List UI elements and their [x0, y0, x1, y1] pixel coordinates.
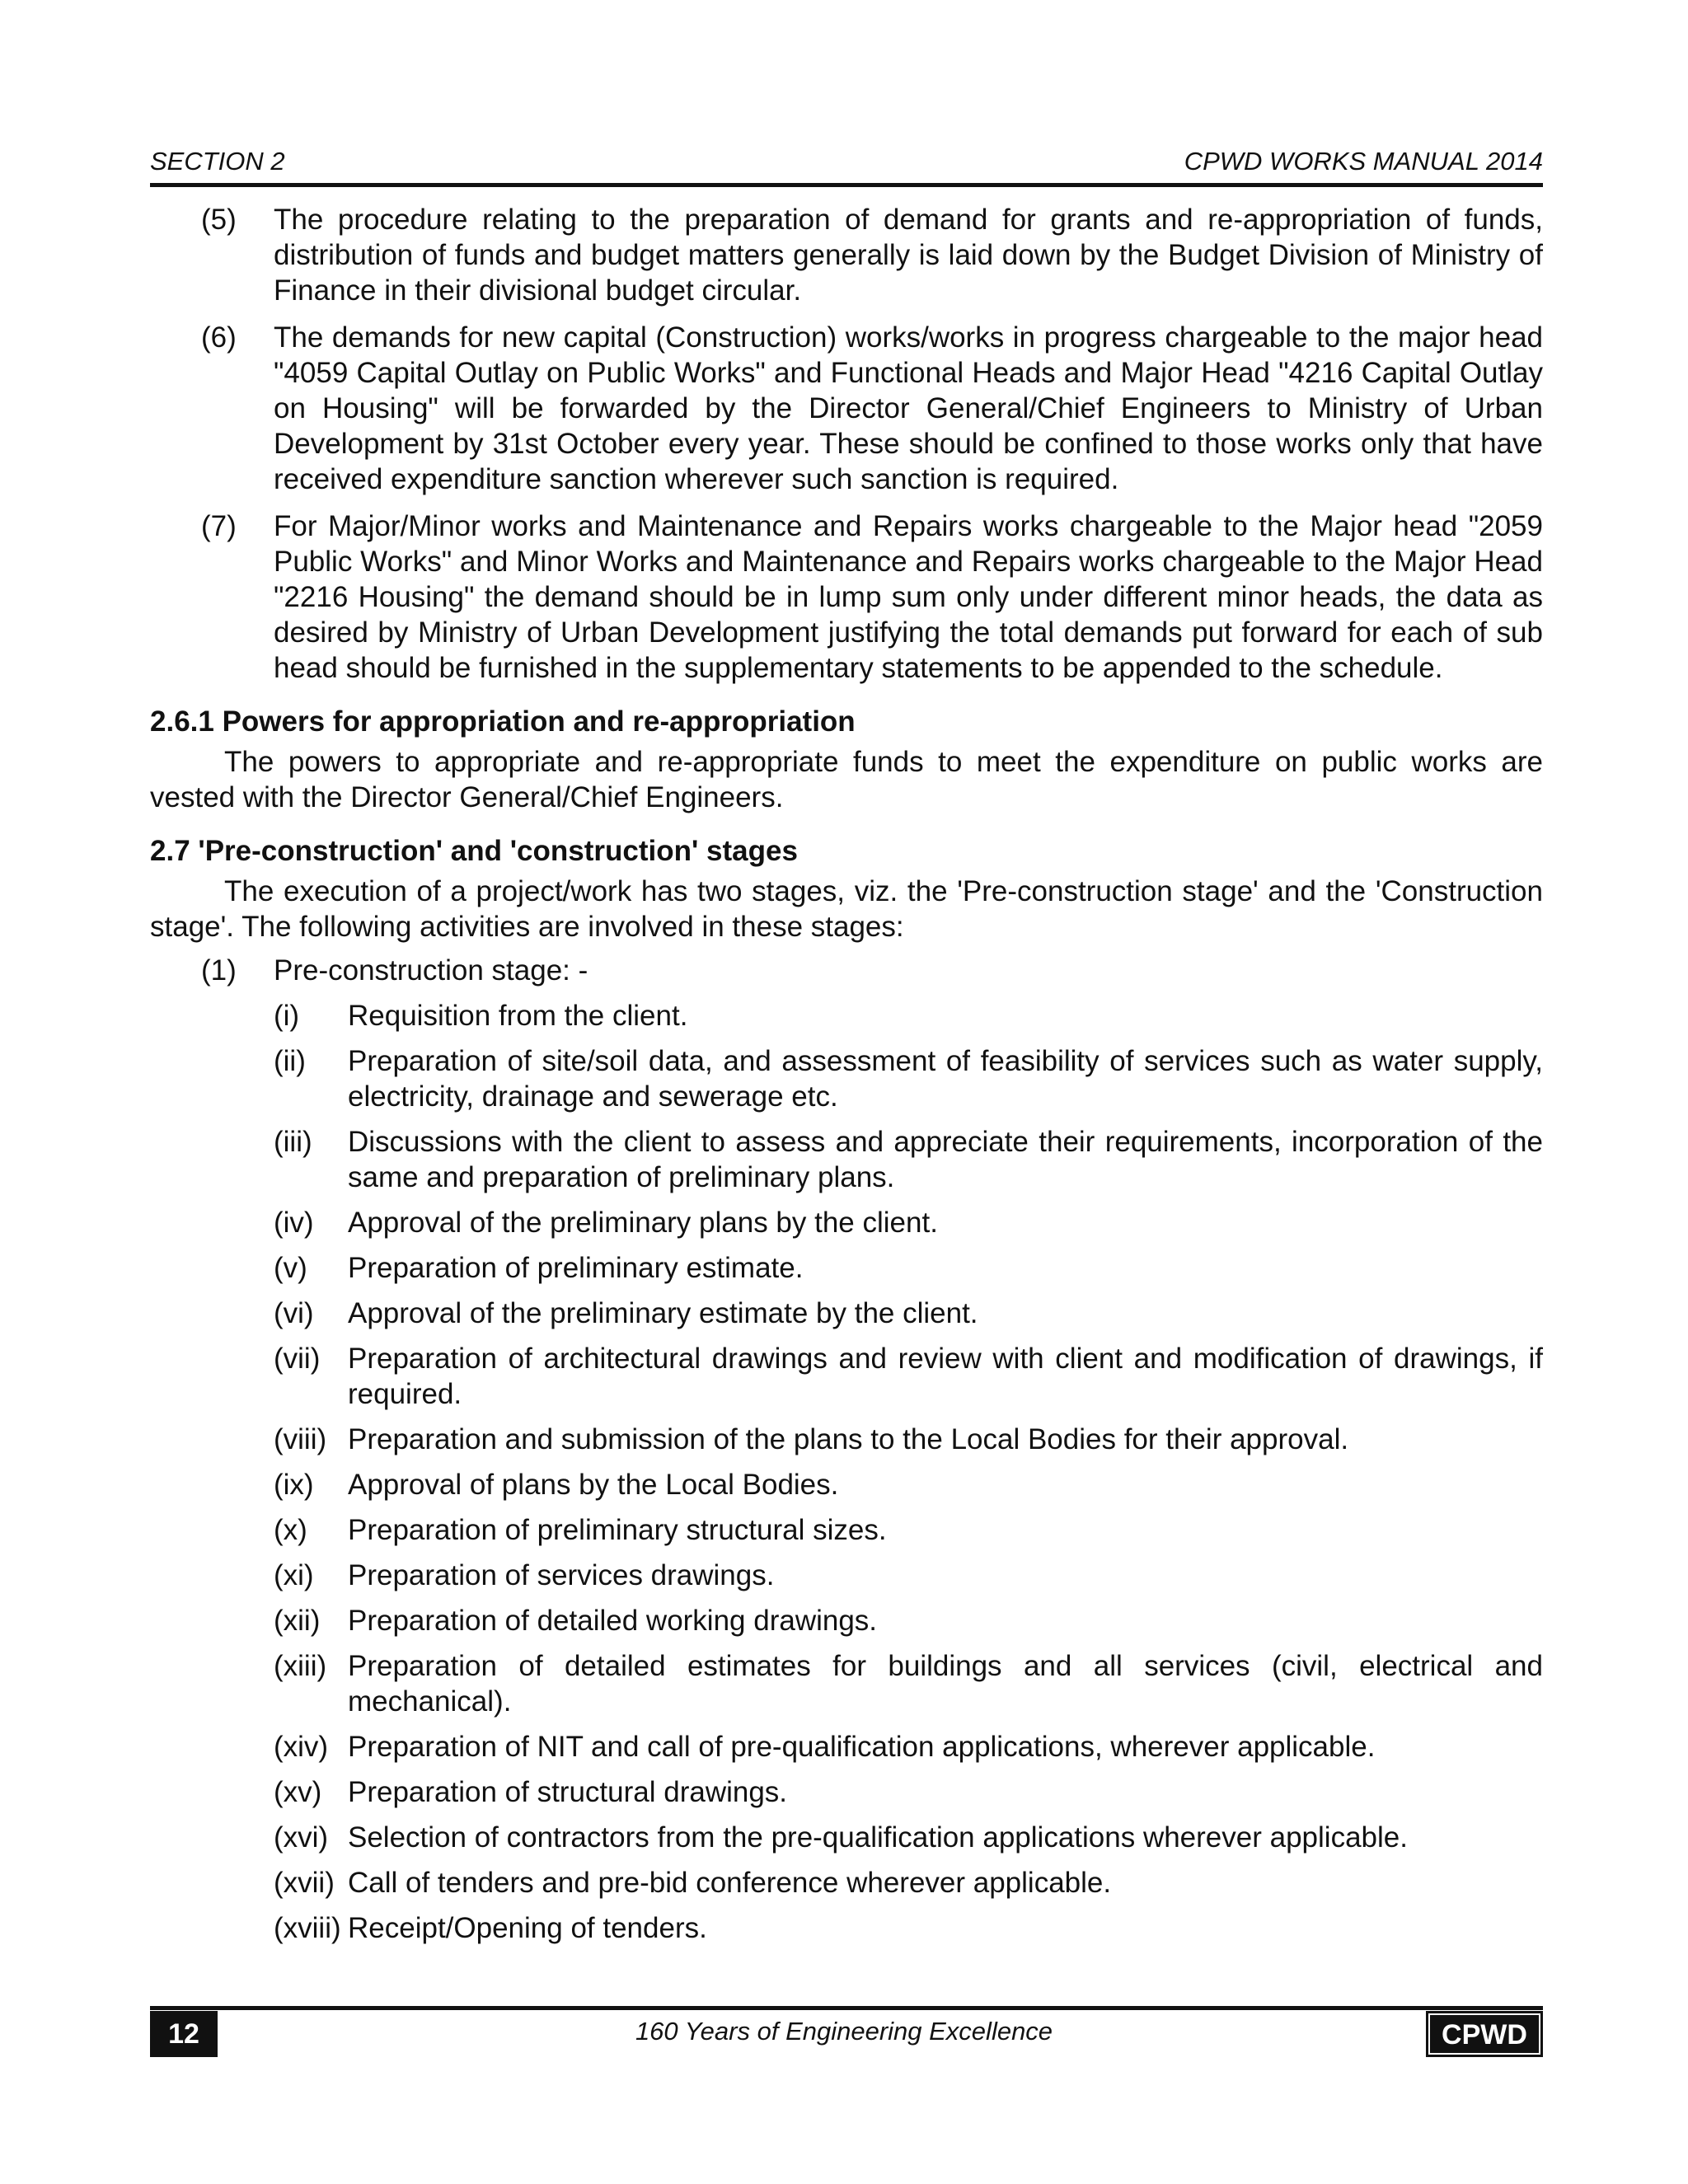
list-text: Approval of plans by the Local Bodies.: [348, 1469, 839, 1501]
manual-title: CPWD WORKS MANUAL 2014: [1184, 147, 1543, 176]
section-body-2-7: The execution of a project/work has two stages, viz. the 'Pre-construction stage' and the 'Construction stage'. The following activities are involved in these stages:: [150, 875, 1543, 943]
section-label: SECTION 2: [150, 147, 285, 176]
stage-number: (1): [201, 954, 237, 987]
list-roman: (xv): [274, 1776, 322, 1808]
list-roman: (xviii): [274, 1912, 341, 1944]
list-text: Receipt/Opening of tenders.: [348, 1912, 707, 1944]
list-item: [150, 1910, 1543, 1946]
page-header: [150, 147, 1543, 186]
page-number: 12: [150, 2011, 218, 2057]
footer-tagline: 160 Years of Engineering Excellence: [635, 2017, 1053, 2046]
numbered-paragraph: [150, 202, 1543, 308]
list-roman: (viii): [274, 1423, 327, 1455]
paragraph-text: The procedure relating to the preparation of demand for grants and re-appropriation of funds, distribution of funds and budget matters generally is laid down by the Budget Division of Ministry of Finance in their divisional budget circular.: [274, 204, 1543, 307]
list-item: [150, 1467, 1543, 1502]
list-text: Preparation of detailed working drawings.: [348, 1605, 878, 1637]
list-roman: (vi): [274, 1297, 314, 1329]
list-item: [150, 1774, 1543, 1810]
list-roman: (xiii): [274, 1650, 327, 1682]
list-item: [150, 1341, 1543, 1412]
list-roman: (ix): [274, 1469, 314, 1501]
list-item: [150, 1820, 1543, 1855]
list-text: Requisition from the client.: [348, 1000, 688, 1032]
paragraph-number: (7): [201, 510, 237, 542]
list-item: [150, 1124, 1543, 1195]
list-text: Call of tenders and pre-bid conference wherever applicable.: [348, 1867, 1112, 1899]
list-item: [150, 1512, 1543, 1548]
section-heading-2-7: 2.7 'Pre-construction' and 'construction' stages: [150, 835, 798, 867]
list-roman: (vii): [274, 1343, 321, 1375]
list-text: Preparation of site/soil data, and assessment of feasibility of services such as water supply, electricity, drainage and sewerage etc.: [348, 1045, 1543, 1113]
list-text: Preparation of detailed estimates for buildings and all services (civil, electrical and mechanical).: [348, 1650, 1543, 1718]
list-roman: (xi): [274, 1559, 314, 1591]
list-text: Discussions with the client to assess and appreciate their requirements, incorporation of the same and preparation of preliminary plans.: [348, 1126, 1543, 1193]
footer-rule: [150, 2006, 1543, 2010]
list-text: Preparation of structural drawings.: [348, 1776, 788, 1808]
list-text: Preparation of preliminary estimate.: [348, 1252, 804, 1284]
list-item: [150, 1205, 1543, 1240]
stage-label: Pre-construction stage: -: [274, 954, 588, 987]
list-text: Preparation and submission of the plans to the Local Bodies for their approval.: [348, 1423, 1349, 1455]
stage-heading: [150, 953, 1543, 988]
list-text: Approval of the preliminary estimate by the client.: [348, 1297, 978, 1329]
list-roman: (xvii): [274, 1867, 335, 1899]
list-text: Selection of contractors from the pre-qualification applications wherever applicable.: [348, 1821, 1408, 1854]
header-rule: [150, 183, 1543, 187]
list-item: [150, 1558, 1543, 1593]
list-item: [150, 1729, 1543, 1765]
list-roman: (iii): [274, 1126, 312, 1158]
numbered-paragraph: [150, 509, 1543, 686]
list-item: [150, 1603, 1543, 1638]
numbered-paragraph: [150, 320, 1543, 497]
list-item: [150, 1043, 1543, 1114]
page-body: [150, 202, 1543, 1956]
list-roman: (iv): [274, 1207, 314, 1239]
list-roman: (xvi): [274, 1821, 329, 1854]
list-text: Preparation of NIT and call of pre-qualification applications, wherever applicable.: [348, 1731, 1376, 1763]
list-roman: (xii): [274, 1605, 321, 1637]
logo-text: CPWD: [1442, 2019, 1527, 2050]
paragraph-number: (5): [201, 204, 237, 236]
paragraph-text: For Major/Minor works and Maintenance and Repairs works chargeable to the Major head "2059 Public Works" and Minor Works and Maintenance and Repairs works chargeable to the Major Head "2216 Housing" the demand should be in lump sum only under different minor heads, the data as desired by Ministry of Urban Development justifying the total demands put forward for each of sub head should be furnished in the supplementary statements to be appended to the schedule.: [274, 510, 1543, 684]
section-heading-2-6-1: 2.6.1 Powers for appropriation and re-appropriation: [150, 705, 856, 738]
list-roman: (v): [274, 1252, 307, 1284]
list-item: [150, 1422, 1543, 1457]
list-roman: (x): [274, 1514, 307, 1546]
list-text: Preparation of preliminary structural sizes.: [348, 1514, 887, 1546]
list-text: Preparation of architectural drawings and review with client and modification of drawings, if required.: [348, 1343, 1543, 1410]
list-item: [150, 998, 1543, 1033]
activity-list: [150, 998, 1543, 1946]
section-body-2-6-1: The powers to appropriate and re-appropriate funds to meet the expenditure on public works are vested with the Director General/Chief Engineers.: [150, 746, 1543, 813]
list-item: [150, 1648, 1543, 1719]
list-item: [150, 1296, 1543, 1331]
list-item: [150, 1250, 1543, 1286]
cpwd-logo-icon: [1426, 2011, 1543, 2057]
list-text: Approval of the preliminary plans by the client.: [348, 1207, 938, 1239]
list-roman: (i): [274, 1000, 300, 1032]
list-roman: (ii): [274, 1045, 306, 1077]
paragraph-text: The demands for new capital (Construction) works/works in progress chargeable to the major head "4059 Capital Outlay on Public Works" and Functional Heads and Major Head "4216 Capital Outlay on Housing" will be forwarded by the Director General/Chief Engineers to Ministry of Urban Development by 31st October every year. These should be confined to those works only that have received expenditure sanction wherever such sanction is required.: [274, 321, 1543, 495]
list-roman: (xiv): [274, 1731, 329, 1763]
list-item: [150, 1865, 1543, 1900]
paragraph-number: (6): [201, 321, 237, 354]
list-text: Preparation of services drawings.: [348, 1559, 775, 1591]
